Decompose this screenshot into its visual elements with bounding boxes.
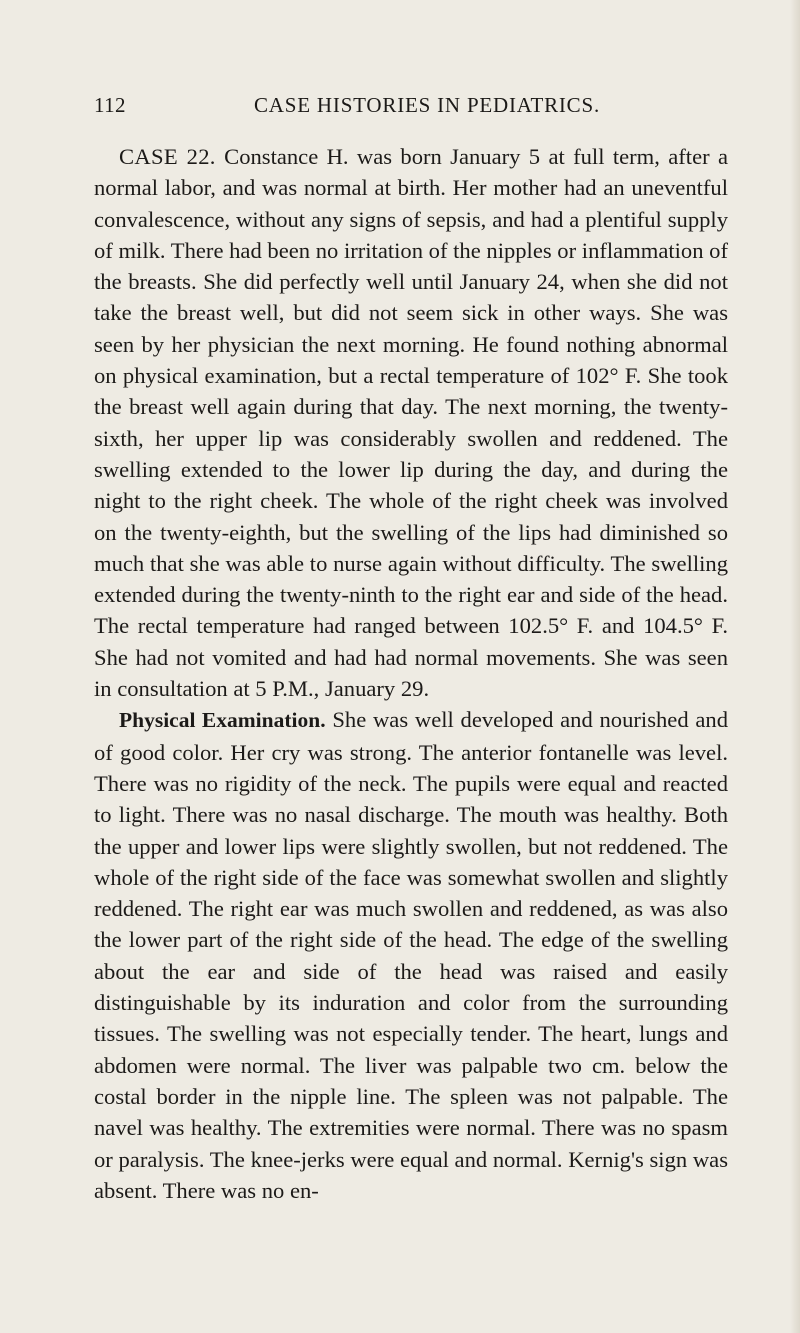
- body-text: [94, 141, 728, 1206]
- case-history-text: Constance H. was born January 5 at full term, after a normal labor, and was normal at birth. Her mother had an uneventful convalescence, without any signs of sepsis, and had a plentiful supply of milk. There had been no irritation of the nipples or inflammation of the breasts. She did perfectly well until January 24, when she did not take the breast well, but did not seem sick in other ways. She was seen by her physician the next morning. He found nothing abnormal on physical examination, but a rectal temperature of 102° F. She took the breast well again during that day. The next morning, the twenty-sixth, her upper lip was considerably swollen and reddened. The swelling extended to the lower lip during the day, and during the night to the right cheek. The whole of the right cheek was involved on the twenty-eighth, but the swelling of the lips had diminished so much that she was able to nurse again without difficulty. The swelling extended during the twenty-ninth to the right ear and side of the head. The rectal temperature had ranged between 102.5° F. and 104.5° F. She had not vomited and had had normal movements. She was seen in consultation at 5 P.M., January 29.: [94, 144, 729, 702]
- case-paragraph: [94, 141, 728, 704]
- running-head: [94, 90, 734, 120]
- examination-text: She was well developed and nourished and of good color. Her cry was strong. The anterior fontanelle was level. There was no rigidity of the neck. The pupils were equal and reacted to light. There was no nasal discharge. The mouth was healthy. Both the upper and lower lips were slightly swollen, but not reddened. The whole of the right side of the face was somewhat swollen and slightly reddened. The right ear was much swollen and reddened, as was also the lower part of the right side of the head. The edge of the swelling about the ear and side of the head was raised and easily distinguishable by its induration and color from the surrounding tissues. The swelling was not especially tender. The heart, lungs and abdomen were normal. The liver was palpable two cm. below the costal border in the nipple line. The spleen was not palpable. The navel was healthy. The extremities were normal. There was no spasm or paralysis. The knee-jerks were equal and normal. Kernig's sign was absent. There was no en-: [94, 707, 728, 1203]
- case-label: CASE 22.: [119, 144, 216, 169]
- page-number: 112: [94, 93, 126, 117]
- page-edge-shadow: [790, 0, 800, 1333]
- section-heading: Physical Examination.: [119, 708, 326, 733]
- running-title: CASE HISTORIES IN PEDIATRICS.: [254, 93, 601, 117]
- examination-paragraph: [94, 704, 728, 1206]
